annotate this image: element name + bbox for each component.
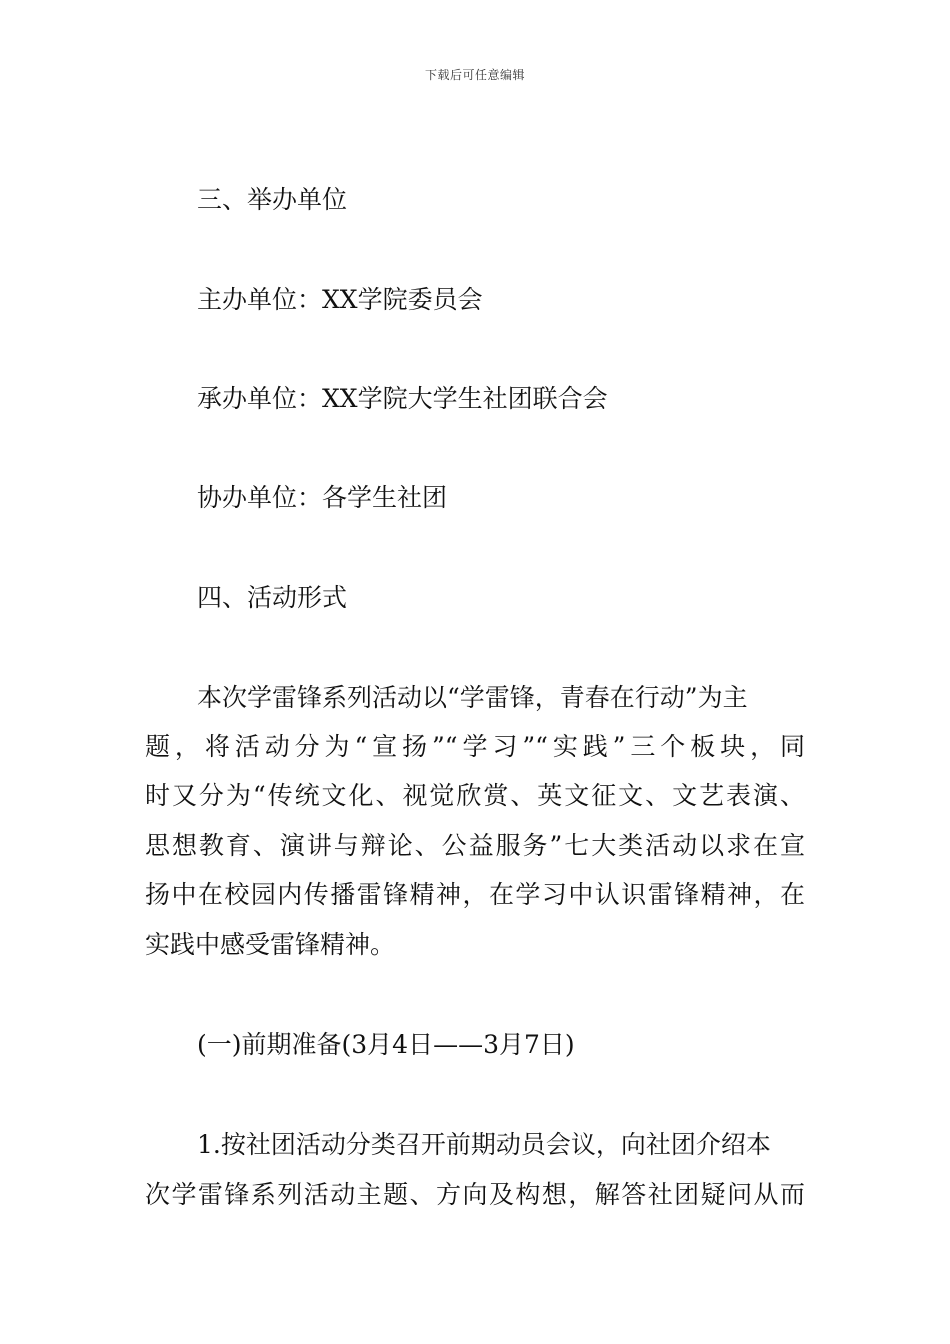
- paragraph-line: 实践中感受雷锋精神。: [145, 930, 396, 959]
- paragraph-line: 思想教育、演讲与辩论、公益服务”七大类活动以求在宣: [145, 831, 805, 860]
- list-item-line: 次学雷锋系列活动主题、方向及构想，解答社团疑问从而: [145, 1180, 805, 1209]
- co-organizer-unit: 协办单位：各学生社团: [197, 483, 448, 512]
- section-heading-format: 四、活动形式: [197, 583, 348, 612]
- paragraph-line: 扬中在校园内传播雷锋精神，在学习中认识雷锋精神，在: [145, 880, 805, 909]
- page-header-note: 下载后可任意编辑: [424, 68, 525, 82]
- organizer-unit: 承办单位：XX学院大学生社团联合会: [197, 384, 608, 413]
- paragraph-line: 本次学雷锋系列活动以“学雷锋，青春在行动”为主: [197, 683, 748, 712]
- list-item-line: 1.按社团活动分类召开前期动员会议，向社团介绍本: [197, 1130, 771, 1159]
- subsection-heading: (一)前期准备(3月4日——3月7日): [197, 1030, 575, 1059]
- paragraph-line: 时又分为“传统文化、视觉欣赏、英文征文、文艺表演、: [145, 781, 805, 810]
- section-heading-organizers: 三、举办单位: [197, 185, 348, 214]
- paragraph-line: 题，将活动分为“宣扬”“学习”“实践”三个板块，同: [145, 732, 805, 761]
- host-unit: 主办单位：XX学院委员会: [197, 285, 483, 314]
